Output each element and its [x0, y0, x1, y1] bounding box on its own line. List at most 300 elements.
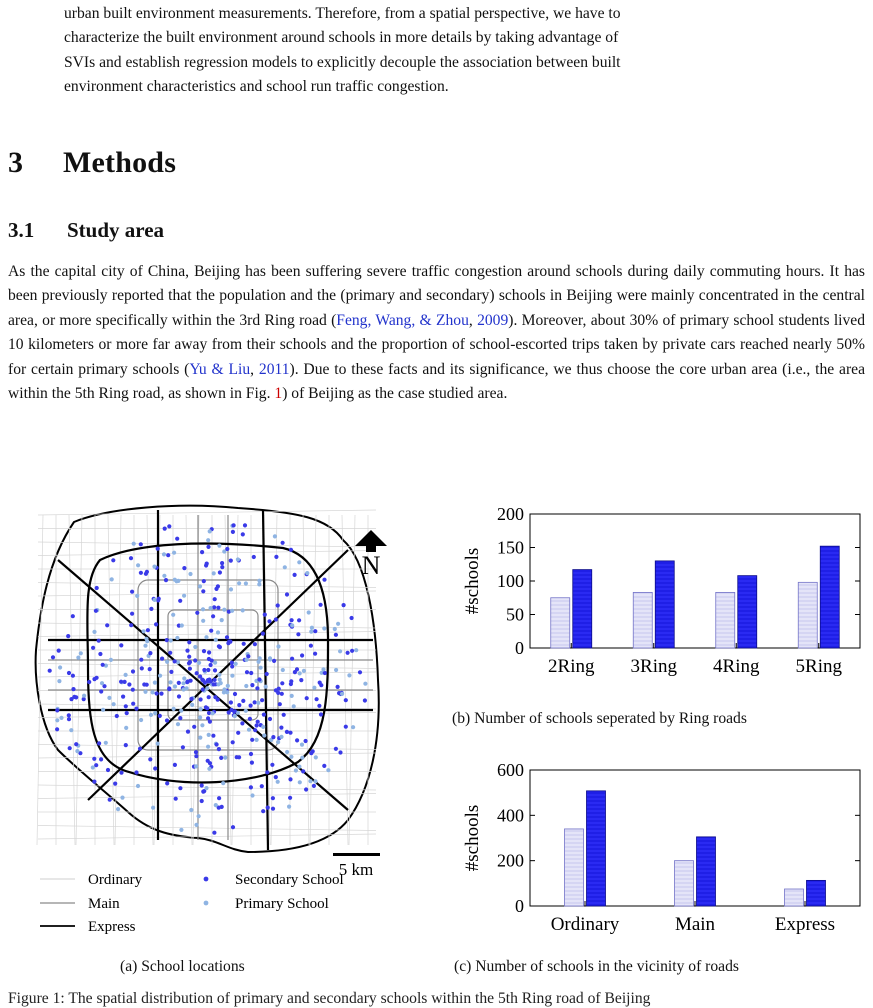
school-dot [156, 547, 160, 551]
school-dot [322, 764, 326, 768]
school-dot [313, 652, 317, 656]
school-dot [68, 746, 72, 750]
school-dot [178, 599, 182, 603]
school-dot [233, 692, 237, 696]
school-dot [233, 714, 237, 718]
school-dot [220, 565, 224, 569]
y-tick-label: 50 [506, 604, 524, 625]
school-dot [94, 609, 98, 613]
school-dot [333, 627, 337, 631]
school-dot [110, 577, 114, 581]
school-dot [265, 672, 269, 676]
school-dot [338, 750, 342, 754]
school-dot [192, 725, 196, 729]
school-dot [95, 586, 99, 590]
school-dot [136, 563, 140, 567]
school-dot [112, 702, 116, 706]
bar-express-series1 [785, 889, 804, 906]
school-dot [287, 805, 291, 809]
school-dot [66, 634, 70, 638]
school-dot [250, 738, 254, 742]
school-dot [206, 538, 210, 542]
school-dot [274, 555, 278, 559]
school-dot [142, 682, 146, 686]
school-dot [200, 550, 204, 554]
school-dot [342, 603, 346, 607]
school-dot [225, 635, 229, 639]
school-dot [182, 676, 186, 680]
legend-express: Express [88, 919, 136, 935]
bar-4ring-series2 [738, 576, 757, 648]
school-dot [229, 559, 233, 563]
school-map [28, 500, 388, 940]
school-dot [211, 614, 215, 618]
school-dot [262, 733, 266, 737]
north-label: N [361, 551, 381, 580]
school-dot [55, 727, 59, 731]
school-dot [230, 661, 234, 665]
school-dot [131, 702, 135, 706]
school-dot [207, 733, 211, 737]
school-dot [115, 714, 119, 718]
school-dot [213, 678, 217, 682]
school-dot [132, 542, 136, 546]
school-dot [204, 786, 208, 790]
school-dot [216, 630, 220, 634]
bar-5ring-series2 [820, 546, 839, 648]
school-dot [198, 715, 202, 719]
school-dot [281, 541, 285, 545]
school-dot [263, 613, 267, 617]
school-dot [214, 638, 218, 642]
school-dot [204, 635, 208, 639]
bar-3ring-series2 [655, 561, 674, 648]
bar-ordinary-series1 [565, 829, 584, 906]
school-dot [181, 681, 185, 685]
school-dot [302, 669, 306, 673]
school-dot [158, 714, 162, 718]
school-dot [92, 780, 96, 784]
school-dot [354, 648, 358, 652]
citation-feng[interactable]: Feng, Wang, & Zhou, 2009 [336, 311, 509, 329]
school-dot [296, 632, 300, 636]
school-dot [205, 562, 209, 566]
school-dot [202, 649, 206, 653]
school-dot [206, 716, 210, 720]
school-dot [91, 646, 95, 650]
school-dot [129, 623, 133, 627]
school-dot [232, 523, 236, 527]
school-dot [174, 797, 178, 801]
school-dot [165, 781, 169, 785]
school-dot [289, 548, 293, 552]
school-dot [143, 644, 147, 648]
school-dot [185, 686, 189, 690]
school-dot [120, 796, 124, 800]
school-dot [87, 680, 91, 684]
school-dot [178, 716, 182, 720]
school-dot [271, 807, 275, 811]
school-dot [71, 687, 75, 691]
school-dot [255, 738, 259, 742]
school-dot [247, 728, 251, 732]
school-dot [97, 639, 101, 643]
school-dot [322, 578, 326, 582]
school-dot [176, 722, 180, 726]
school-dot [199, 707, 203, 711]
x-tick-label: 3Ring [630, 656, 677, 677]
school-dot [129, 556, 133, 560]
school-dot [214, 803, 218, 807]
school-dot [228, 640, 232, 644]
school-dot [148, 757, 152, 761]
school-dot [189, 697, 193, 701]
school-dot [231, 530, 235, 534]
school-dot [106, 768, 110, 772]
intro-line-4: environment characteristics and school run traffic congestion. [64, 78, 449, 96]
bar-express-series2 [807, 880, 826, 906]
school-dot [202, 668, 206, 672]
school-dot [167, 524, 171, 528]
school-dot [229, 587, 233, 591]
school-dot [55, 718, 59, 722]
school-dot [315, 697, 319, 701]
school-dot [130, 590, 134, 594]
school-dot [185, 649, 189, 653]
school-dot [230, 674, 234, 678]
school-dot [231, 740, 235, 744]
school-dot [201, 607, 205, 611]
school-dot [173, 684, 177, 688]
school-dot [101, 663, 105, 667]
school-dot [134, 707, 138, 711]
school-dot [297, 765, 301, 769]
school-dot [249, 752, 253, 756]
school-dot [169, 638, 173, 642]
x-tick-label: Ordinary [550, 914, 620, 935]
school-dot [319, 712, 323, 716]
y-tick-label: 100 [497, 571, 524, 591]
school-dot [127, 682, 131, 686]
school-dot [217, 796, 221, 800]
school-dot [304, 739, 308, 743]
school-dot [223, 756, 227, 760]
school-dot [190, 703, 194, 707]
bar-main-series1 [675, 861, 694, 906]
school-dot [297, 618, 301, 622]
school-dot [276, 603, 280, 607]
school-dot [180, 623, 184, 627]
school-dot [194, 750, 198, 754]
caption-a: (a) School locations [120, 958, 245, 975]
school-dot [241, 699, 245, 703]
y-tick-label: 600 [497, 760, 524, 780]
school-dot [198, 736, 202, 740]
school-dot [139, 658, 143, 662]
school-dot [219, 756, 223, 760]
school-dot [153, 766, 157, 770]
school-dot [322, 626, 326, 630]
school-dot [119, 771, 123, 775]
school-dot [301, 769, 305, 773]
school-dot [177, 694, 181, 698]
school-dot [59, 716, 63, 720]
school-dot [172, 551, 176, 555]
school-dot [282, 713, 286, 717]
school-dot [308, 779, 312, 783]
school-dot [317, 704, 321, 708]
school-dot [160, 657, 164, 661]
school-dot [195, 671, 199, 675]
school-dot [55, 708, 59, 712]
school-dot [193, 645, 197, 649]
intro-line-1: urban built environment measurements. Therefore, from a spatial perspective, we have to [64, 5, 621, 22]
school-dot [159, 692, 163, 696]
school-dot [261, 809, 265, 813]
school-dot [231, 825, 235, 829]
school-dot [139, 542, 143, 546]
school-dot [241, 608, 245, 612]
school-dot [200, 799, 204, 803]
school-dot [182, 594, 186, 598]
school-dot [363, 698, 367, 702]
school-dot [225, 690, 229, 694]
section-number: 3 [8, 146, 24, 179]
school-dot [125, 711, 129, 715]
school-dot [153, 681, 157, 685]
school-dot [235, 755, 239, 759]
school-dot [213, 695, 217, 699]
school-dot [230, 609, 234, 613]
school-dot [67, 717, 71, 721]
school-dot [274, 617, 278, 621]
y-tick-label: 0 [515, 638, 524, 658]
school-dot [256, 701, 260, 705]
school-dot [199, 697, 203, 701]
school-dot [207, 711, 211, 715]
legend-ordinary: Ordinary [88, 872, 143, 888]
figure-reference[interactable]: 1 [274, 385, 283, 403]
chart-b [452, 504, 872, 704]
school-dot [208, 529, 212, 533]
citation-yu-liu[interactable]: Yu & Liu, 2011 [189, 360, 290, 378]
school-dot [319, 603, 323, 607]
school-dot [236, 731, 240, 735]
school-dot [212, 831, 216, 835]
school-dot [164, 578, 168, 582]
school-dot [309, 630, 313, 634]
school-dot [351, 725, 355, 729]
school-dot [95, 676, 99, 680]
school-dot [143, 690, 147, 694]
school-dot [179, 709, 183, 713]
school-dot [107, 696, 111, 700]
school-dot [244, 709, 248, 713]
y-tick-label: 200 [497, 850, 524, 871]
school-dot [249, 704, 253, 708]
school-dot [175, 537, 179, 541]
school-dot [198, 584, 202, 588]
school-dot [82, 694, 86, 698]
school-dot [58, 665, 62, 669]
school-dot [51, 655, 55, 659]
school-dot [305, 571, 309, 575]
school-dot [213, 661, 217, 665]
school-dot [215, 742, 219, 746]
school-dot [175, 636, 179, 640]
school-dot [207, 767, 211, 771]
body-text-1: As the capital city of China, Beijing has been suffering severe traffic congestion around schools during daily commuting hours. It has been previously reported that the population and the (primary and secondary) schools in Beijing were mainly concentrated in the central area, or more specifically within the 3rd Ring road ( [8, 263, 865, 329]
school-dot [94, 763, 98, 767]
school-dot [97, 741, 101, 745]
school-dot [347, 673, 351, 677]
school-dot [221, 781, 225, 785]
school-dot [218, 645, 222, 649]
school-dot [334, 633, 338, 637]
school-dot [255, 723, 259, 727]
school-dot [304, 787, 308, 791]
school-dot [256, 720, 260, 724]
school-dot [134, 770, 138, 774]
school-dot [108, 798, 112, 802]
school-dot [257, 579, 261, 583]
school-dot [162, 552, 166, 556]
school-dot [216, 606, 220, 610]
school-dot [259, 666, 263, 670]
school-dot [313, 629, 317, 633]
bar-2ring-series1 [551, 598, 570, 648]
school-dot [280, 681, 284, 685]
school-dot [218, 570, 222, 574]
intro-line-2: characterize the built environment around schools in more details by taking advantage of [64, 29, 619, 47]
school-dot [205, 686, 209, 690]
y-tick-label: 400 [497, 805, 524, 826]
school-dot [169, 670, 173, 674]
school-dot [279, 726, 283, 730]
school-dot [278, 702, 282, 706]
school-dot [209, 663, 213, 667]
school-dot [266, 806, 270, 810]
legend-primary-dot [204, 901, 209, 906]
school-dot [167, 686, 171, 690]
school-dot [344, 725, 348, 729]
school-dot [212, 605, 216, 609]
school-dot [211, 711, 215, 715]
school-dot [172, 707, 176, 711]
school-dot [244, 581, 248, 585]
school-dot [280, 692, 284, 696]
school-dot [173, 578, 177, 582]
school-dot [305, 696, 309, 700]
school-dot [245, 670, 249, 674]
school-dot [156, 742, 160, 746]
school-dot [57, 679, 61, 683]
school-dot [197, 814, 201, 818]
school-dot [177, 681, 181, 685]
school-dot [119, 680, 123, 684]
school-dot [149, 607, 153, 611]
school-dot [300, 743, 304, 747]
study-area-paragraph [8, 260, 865, 406]
school-dot [200, 783, 204, 787]
school-dot [281, 668, 285, 672]
x-tick-label: 5Ring [795, 656, 842, 677]
school-dot [187, 640, 191, 644]
school-dot [290, 623, 294, 627]
school-dot [321, 667, 325, 671]
caption-c: (c) Number of schools in the vicinity of roads [454, 958, 739, 975]
school-dot [145, 570, 149, 574]
school-dot [350, 616, 354, 620]
school-dot [185, 680, 189, 684]
school-dot [363, 682, 367, 686]
school-dot [100, 681, 104, 685]
school-dot [334, 668, 338, 672]
school-dot [344, 698, 348, 702]
school-dot [293, 573, 297, 577]
school-dot [149, 713, 153, 717]
school-dot [99, 689, 103, 693]
school-dot [151, 806, 155, 810]
school-dot [285, 730, 289, 734]
school-dot [153, 598, 157, 602]
school-dot [165, 718, 169, 722]
school-dot [140, 666, 144, 670]
school-dot [154, 622, 158, 626]
school-dot [319, 683, 323, 687]
school-dot [292, 704, 296, 708]
school-dot [242, 642, 246, 646]
school-dot [204, 705, 208, 709]
school-dot [211, 734, 215, 738]
school-dot [288, 796, 292, 800]
school-dot [188, 572, 192, 576]
school-dot [197, 661, 201, 665]
school-dot [323, 671, 327, 675]
school-dot [334, 747, 338, 751]
school-dot [186, 730, 190, 734]
school-dot [206, 679, 210, 683]
school-dot [187, 655, 191, 659]
school-dot [257, 582, 261, 586]
school-dot [225, 547, 229, 551]
school-dot [194, 754, 198, 758]
school-dot [116, 807, 120, 811]
school-dot [267, 619, 271, 623]
school-dot [92, 757, 96, 761]
school-dot [151, 690, 155, 694]
school-dot [92, 630, 96, 634]
school-dot [288, 777, 292, 781]
school-dot [124, 673, 128, 677]
bar-4ring-series1 [716, 592, 735, 648]
school-dot [209, 606, 213, 610]
school-dot [236, 557, 240, 561]
school-dot [153, 711, 157, 715]
school-dot [244, 684, 248, 688]
bar-main-series2 [697, 837, 716, 906]
school-dot [336, 685, 340, 689]
school-dot [240, 721, 244, 725]
school-dot [194, 823, 198, 827]
school-dot [226, 684, 230, 688]
school-dot [200, 723, 204, 727]
school-dot [168, 651, 172, 655]
school-dot [326, 768, 330, 772]
school-dot [57, 649, 61, 653]
school-dot [76, 656, 80, 660]
school-dot [313, 779, 317, 783]
